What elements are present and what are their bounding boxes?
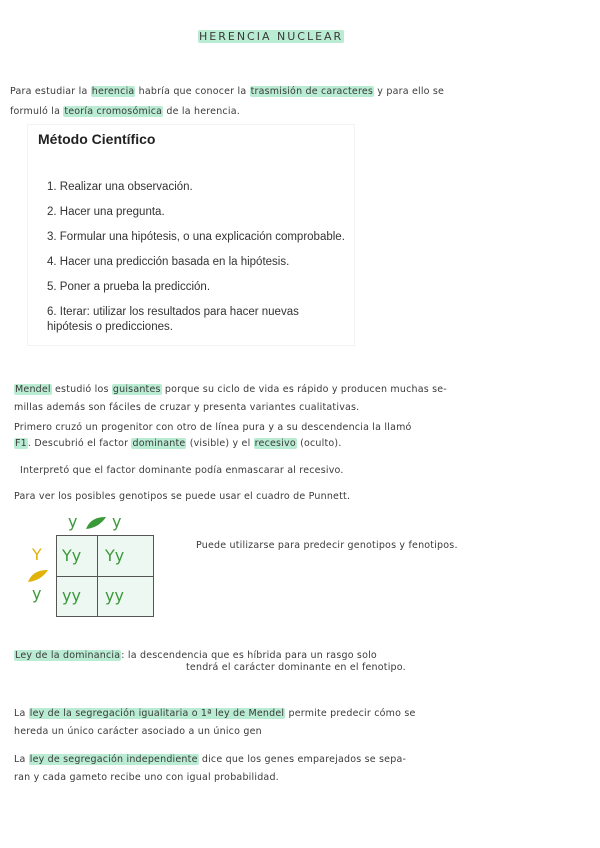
intro-line-1: Para estudiar la herencia habría que conocer la trasmisión de caracteres y para ello se xyxy=(10,86,445,97)
metodo-heading: Método Científico xyxy=(38,131,156,147)
page-title: HERENCIA NUCLEAR xyxy=(199,30,344,43)
punnett-cell: yy xyxy=(62,586,81,605)
punnett-cell: Yy xyxy=(62,546,82,565)
intro-line-2: formuló la teoría cromosómica de la herencia. xyxy=(10,106,240,117)
mendel-line-2: millas además son fáciles de cruzar y presenta variantes cualitativas. xyxy=(14,402,360,413)
green-pea-pod-icon xyxy=(84,515,108,531)
metodo-step: 6. Iterar: utilizar los resultados para hacer nuevas hipótesis o predicciones. xyxy=(47,306,299,333)
mendel-line-6: Para ver los posibles genotipos se puede usar el cuadro de Punnett. xyxy=(14,491,351,502)
punnett-top-allele-1: y xyxy=(68,512,78,531)
punnett-square xyxy=(56,535,154,617)
ley-dominancia-line-1: Ley de la dominancia: la descendencia que es híbrida para un rasgo solo xyxy=(15,650,377,661)
metodo-step: 5. Poner a prueba la predicción. xyxy=(47,281,211,293)
ley-independiente-line-2: ran y cada gameto recibe uno con igual probabilidad. xyxy=(14,772,279,783)
metodo-steps xyxy=(47,180,347,345)
ley-segregacion-line-1: La ley de la segregación igualitaria o 1ª ley de Mendel permite predecir cómo se xyxy=(14,708,416,719)
punnett-cell: Yy xyxy=(105,546,125,565)
yellow-pea-pod-icon xyxy=(26,568,50,584)
ley-segregacion-line-2: hereda un único carácter asociado a un único gen xyxy=(14,726,262,737)
ley-independiente-line-1: La ley de segregación independiente dice que los genes emparejados se sepa- xyxy=(14,754,407,765)
ley-dominancia-line-2: tendrá el carácter dominante en el fenotipo. xyxy=(186,662,406,673)
metodo-step: 3. Formular una hipótesis, o una explicación comprobable. xyxy=(47,231,345,243)
punnett-top-allele-2: y xyxy=(112,512,122,531)
punnett-cell: yy xyxy=(105,586,124,605)
metodo-cientifico-card xyxy=(28,125,354,345)
metodo-step: 4. Hacer una predicción basada en la hipótesis. xyxy=(47,256,290,268)
mendel-line-3: Primero cruzó un progenitor con otro de línea pura y a su descendencia la llamó xyxy=(14,422,412,433)
mendel-line-5: Interpretó que el factor dominante podía enmascarar al recesivo. xyxy=(20,465,344,476)
mendel-line-4: F1. Descubrió el factor dominante (visible) y el recesivo (oculto). xyxy=(15,438,342,449)
punnett-note: Puede utilizarse para predecir genotipos y fenotipos. xyxy=(196,540,458,551)
punnett-left-allele-1: Y xyxy=(32,545,42,564)
mendel-line-1: Mendel estudió los guisantes porque su ciclo de vida es rápido y producen muchas se- xyxy=(15,384,447,395)
metodo-step: 2. Hacer una pregunta. xyxy=(47,206,165,218)
punnett-left-allele-2: y xyxy=(32,584,42,603)
metodo-step: 1. Realizar una observación. xyxy=(47,181,193,193)
